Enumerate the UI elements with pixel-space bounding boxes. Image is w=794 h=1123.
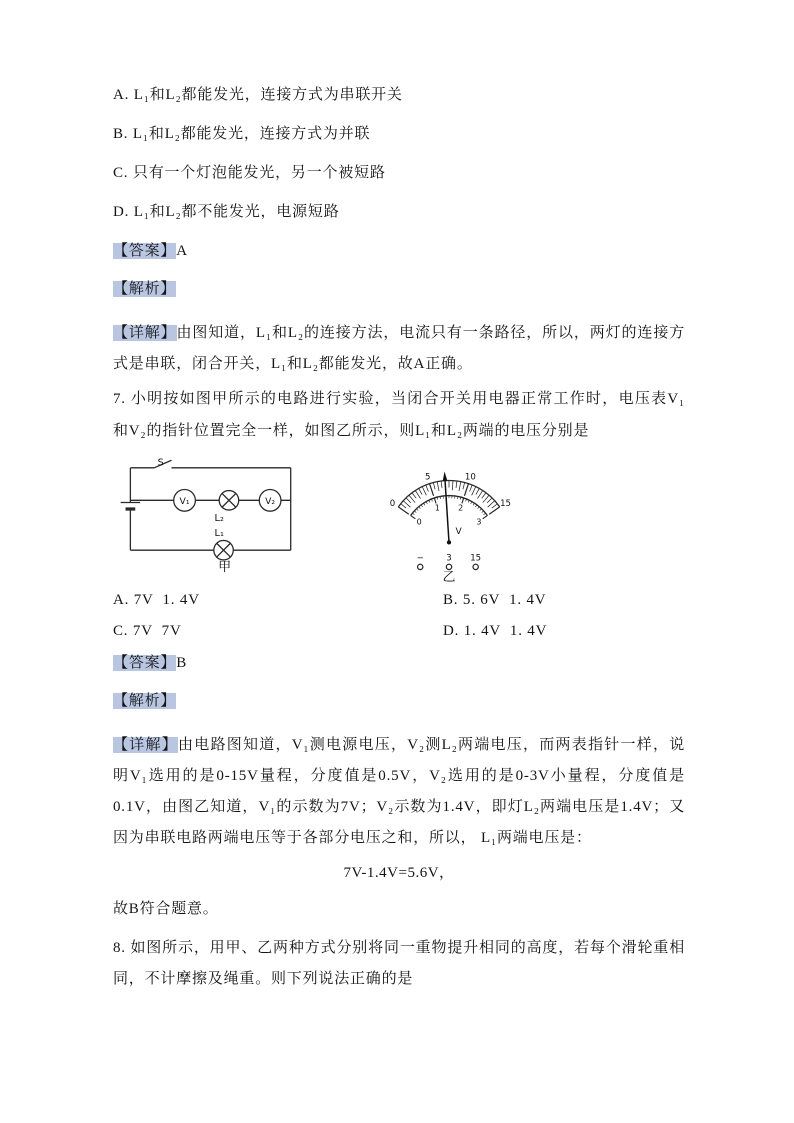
q7-figure-row (115, 457, 685, 583)
q7-answer-value: B (176, 654, 188, 671)
battery-symbol (121, 502, 141, 509)
circuit-caption: 甲 (218, 559, 232, 574)
detail-marker: 【详解】 (113, 325, 177, 341)
page-content (113, 86, 685, 999)
q7-conclusion: 故B符合题意。 (113, 900, 219, 917)
q7-options (113, 591, 685, 640)
outer-tick-0: 0 (389, 498, 396, 509)
circuit-diagram (115, 457, 305, 574)
inner-tick-3: 3 (476, 517, 482, 527)
voltmeter-dial (369, 457, 529, 583)
meter-outer-scale (390, 472, 511, 509)
q7-option-a: A. 7V 1. 4V (113, 591, 200, 608)
q7-formula: 7V-1.4V=5.6V， (343, 864, 455, 881)
q6-option-c: C. 只有一个灯泡能发光，另一个被短路 (113, 165, 386, 181)
q7-option-d: D. 1. 4V 1. 4V (443, 622, 548, 639)
q6-answer-value: A (176, 243, 188, 259)
meter-caption: 乙 (442, 569, 456, 583)
q6-detail-paragraph (113, 318, 685, 380)
lamp-l2-symbol (219, 490, 239, 510)
meter-ticks (398, 480, 499, 518)
outer-tick-5: 5 (424, 472, 431, 483)
analysis-marker: 【解析】 (113, 692, 177, 709)
detail-marker: 【详解】 (113, 736, 178, 753)
outer-tick-15: 15 (500, 498, 511, 509)
voltmeter-v2-label: V₂ (265, 495, 276, 507)
meter-unit-label: V (455, 526, 462, 537)
switch-symbol (154, 457, 171, 468)
q7-answer-line (113, 654, 685, 672)
terminal-15-label: 15 (470, 553, 482, 564)
switch-label: S (157, 457, 164, 469)
q6-analysis-line (113, 280, 685, 298)
voltmeter-v1-label: V₁ (179, 495, 190, 507)
analysis-marker: 【解析】 (113, 281, 177, 297)
voltmeter-v2-symbol (259, 489, 281, 511)
meter-needle (443, 471, 451, 544)
q7-detail-text: 由电路图知道，V₁测电源电压，V₂测L₂两端电压，而两表指针一样，说明V₁选用的是0-15V量程，分度值是0.5V，V₂选用的是0-3V小量程，分度值是0.1V，由图乙知道，V₁的示数为7V；V₂示数为1.4V，即灯L₂两端电压是1.4V；又因为串联电路两端电压等于各部分电压之和，所以， L₁两端电压是： (113, 736, 686, 847)
q7-detail-paragraph (113, 730, 685, 855)
lamp-l2-label: L₂ (214, 512, 224, 524)
answer-marker: 【答案】 (113, 243, 177, 259)
q6-option-b: B. L₁和L₂都能发光，连接方式为并联 (113, 126, 371, 142)
q6-option-a: A. L₁和L₂都能发光，连接方式为串联开关 (113, 87, 403, 103)
answer-marker: 【答案】 (113, 654, 177, 671)
q6-answer-line (113, 242, 685, 260)
q8-stem: 8. 如图所示，用甲、乙两种方式分别将同一重物提升相同的高度，若每个滑轮重相同，不计摩擦及绳重。则下列说法正确的是 (113, 939, 685, 987)
terminal-neg-label: − (416, 553, 424, 564)
meter-terminals (417, 553, 481, 569)
q7-option-b: B. 5. 6V 1. 4V (443, 591, 547, 608)
q6-detail-text: 由图知道，L₁和L₂的连接方法，电流只有一条路径，所以，两灯的连接方式是串联，闭合开关，L₁和L₂都能发光，故A正确。 (113, 325, 685, 373)
inner-tick-2: 2 (458, 503, 464, 513)
q6-option-d: D. L₁和L₂都不能发光，电源短路 (113, 204, 340, 220)
q7-stem: 7. 小明按如图甲所示的电路进行实验，当闭合开关用电器正常工作时，电压表V₁和V₂的指针位置完全一样，如图乙所示，则L₁和L₂两端的电压分别是 (113, 391, 685, 439)
q7-option-c: C. 7V 7V (113, 622, 182, 639)
inner-tick-0: 0 (416, 517, 422, 527)
lamp-l1-label: L₁ (214, 527, 224, 539)
q7-analysis-line (113, 692, 685, 710)
lamp-l1-symbol (214, 540, 234, 560)
terminal-3-label: 3 (446, 553, 452, 564)
outer-tick-10: 10 (464, 472, 476, 483)
inner-tick-1: 1 (434, 503, 440, 513)
meter-inner-scale (417, 503, 482, 526)
voltmeter-v1-symbol (174, 489, 196, 511)
